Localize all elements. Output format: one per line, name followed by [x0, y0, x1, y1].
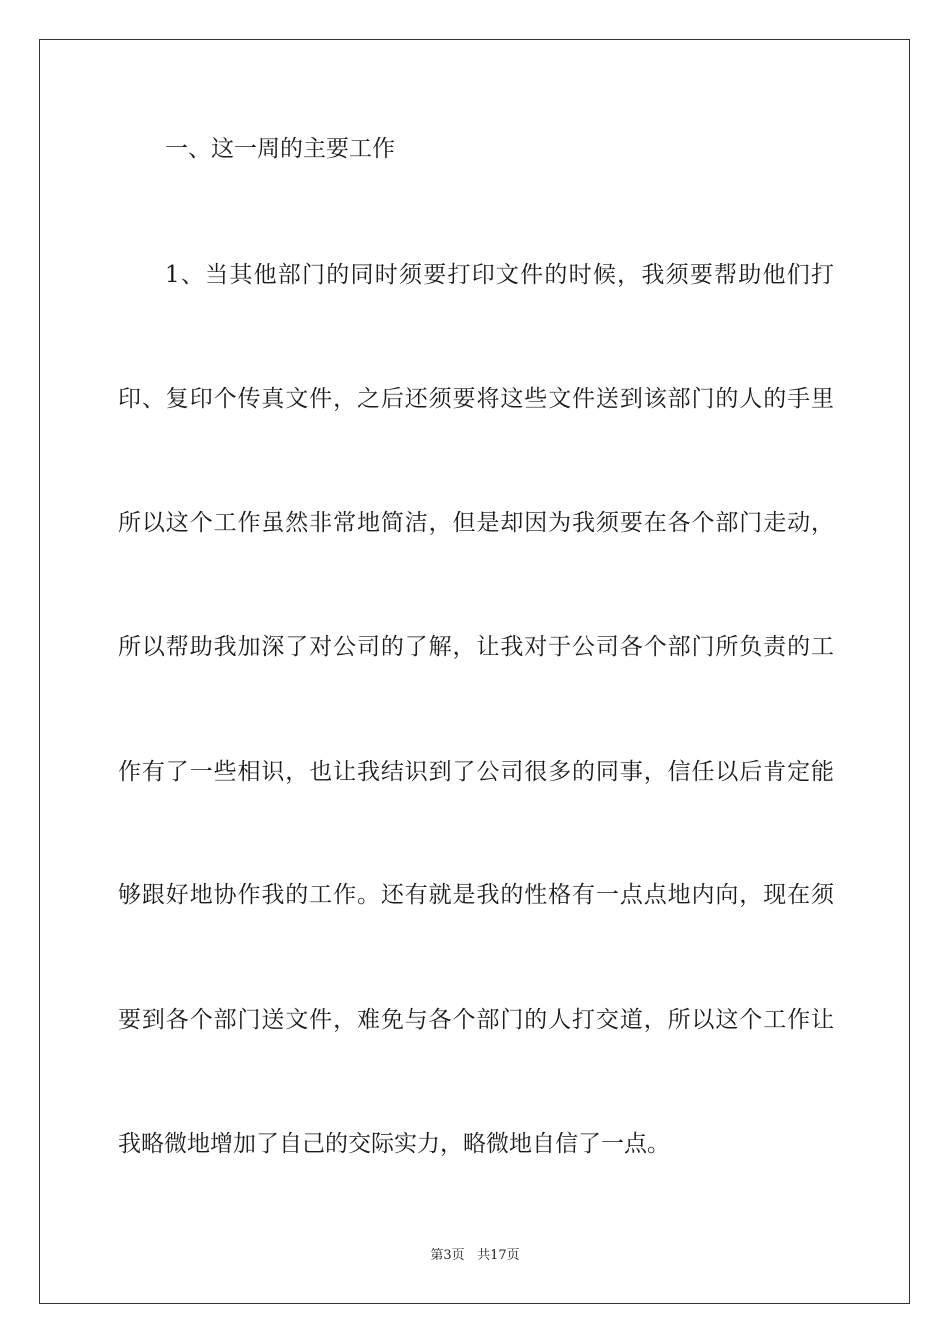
paragraph-line-1: 1、当其他部门的同时须要打印文件的时候，我须要帮助他们打 — [165, 262, 834, 288]
paragraph-line-8: 我略微地增加了自己的交际实力，略微地自信了一点。 — [118, 1131, 670, 1157]
page-footer — [0, 1248, 950, 1264]
paragraph-line-7: 要到各个部门送文件，难免与各个部门的人打交道，所以这个工作让 — [118, 1007, 834, 1033]
page-number-total: 共17页 — [477, 1248, 520, 1263]
section-heading: 一、这一周的主要工作 — [165, 136, 395, 162]
paragraph-line-3: 所以这个工作虽然非常地简洁，但是却因为我须要在各个部门走动， — [118, 510, 834, 536]
page-number-current: 第3页 — [430, 1248, 465, 1263]
paragraph-line-4: 所以帮助我加深了对公司的了解，让我对于公司各个部门所负责的工 — [118, 634, 834, 660]
paragraph-line-2: 印、复印个传真文件，之后还须要将这些文件送到该部门的人的手里 — [118, 386, 834, 412]
paragraph-line-5: 作有了一些相识，也让我结识到了公司很多的同事，信任以后肯定能 — [118, 759, 834, 785]
page-frame — [39, 39, 910, 1304]
paragraph-line-6: 够跟好地协作我的工作。还有就是我的性格有一点点地内向，现在须 — [118, 882, 834, 908]
